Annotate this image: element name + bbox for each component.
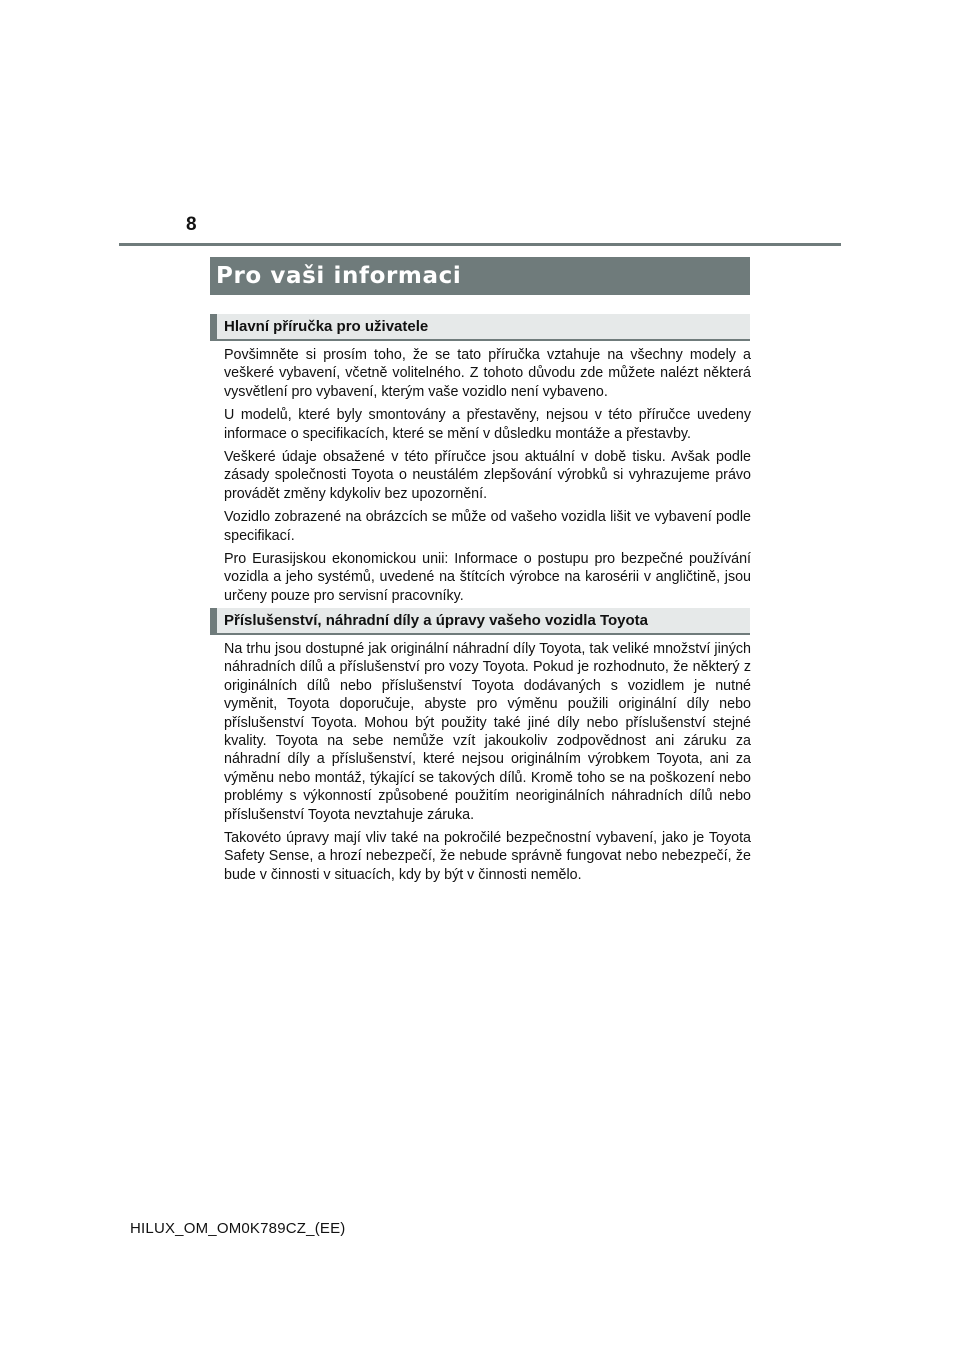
paragraph: Pro Eurasijskou ekonomickou unii: Informace o postupu pro bezpečné používání vozidla a jeho systémů, uvedené na štítcích výrobce na karosérii v angličtině, jsou určeny pouze pro servisní pracovníky. (224, 551, 751, 604)
paragraph: Vozidlo zobrazené na obrázcích se může od vašeho vozidla lišit ve vybavení podle specifikací. (224, 509, 751, 544)
paragraph: U modelů, které byly smontovány a přestavěny, nejsou v této příručce uvedeny informace o specifikacích, které se mění v důsledku montáže a přestavby. (224, 407, 751, 442)
document-code-footer: HILUX_OM_OM0K789CZ_(EE) (130, 1220, 346, 1237)
page-title: Pro vaši informaci (216, 263, 462, 289)
main-title-bar (210, 257, 750, 295)
section-heading-accessories (210, 608, 750, 635)
header-rule (119, 243, 841, 246)
section-heading-user-manual (210, 314, 750, 341)
section-body-user-manual (224, 346, 751, 610)
page-number: 8 (186, 214, 197, 235)
section-heading-text: Hlavní příručka pro uživatele (224, 318, 429, 335)
section-body-accessories (224, 640, 751, 889)
section-heading-text: Příslušenství, náhradní díly a úpravy vašeho vozidla Toyota (224, 612, 649, 629)
paragraph: Na trhu jsou dostupné jak originální náhradní díly Toyota, tak veliké množství jiných náhradních dílů a příslušenství pro vozy Toyota. Pokud je rozhodnuto, že některý z originálních dílů nebo příslušenství Toyota dodávaných s vozidlem je nutné vyměnit, Toyota doporučuje, abyste pro výměnu použili originální díly nebo příslušenství Toyota. Mohou být použity také jiné díly nebo příslušenství stejné kvality. Toyota na sebe nemůže vzít jakoukoliv zodpovědnost ani záruku za náhradní díly a příslušenství, které nejsou originálním výrobkem Toyota, ani za výměnu nebo montáž, týkající se takových dílů. Kromě toho se na poškození nebo problémy s výkonností způsobené použitím neoriginálních náhradních dílů nebo příslušenství Toyota nevztahuje záruka. (224, 641, 751, 823)
paragraph: Takovéto úpravy mají vliv také na pokročilé bezpečnostní vybavení, jako je Toyota Safety Sense, a hrozí nebezpečí, že nebude správně fungovat nebo nebezpečí, že bude v činnosti v situacích, kdy by být v činnosti nemělo. (224, 830, 751, 883)
paragraph: Povšimněte si prosím toho, že se tato příručka vztahuje na všechny modely a veškeré vybavení, včetně volitelného. Z tohoto důvodu zde můžete nalézt některá vysvětlení pro vybavení, kterým vaše vozidlo není vybaveno. (224, 347, 751, 400)
paragraph: Veškeré údaje obsažené v této příručce jsou aktuální v době tisku. Avšak podle zásady společnosti Toyota o neustálém zlepšování výrobků si vyhrazujeme právo provádět změny kdykoliv bez upozornění. (224, 449, 751, 502)
